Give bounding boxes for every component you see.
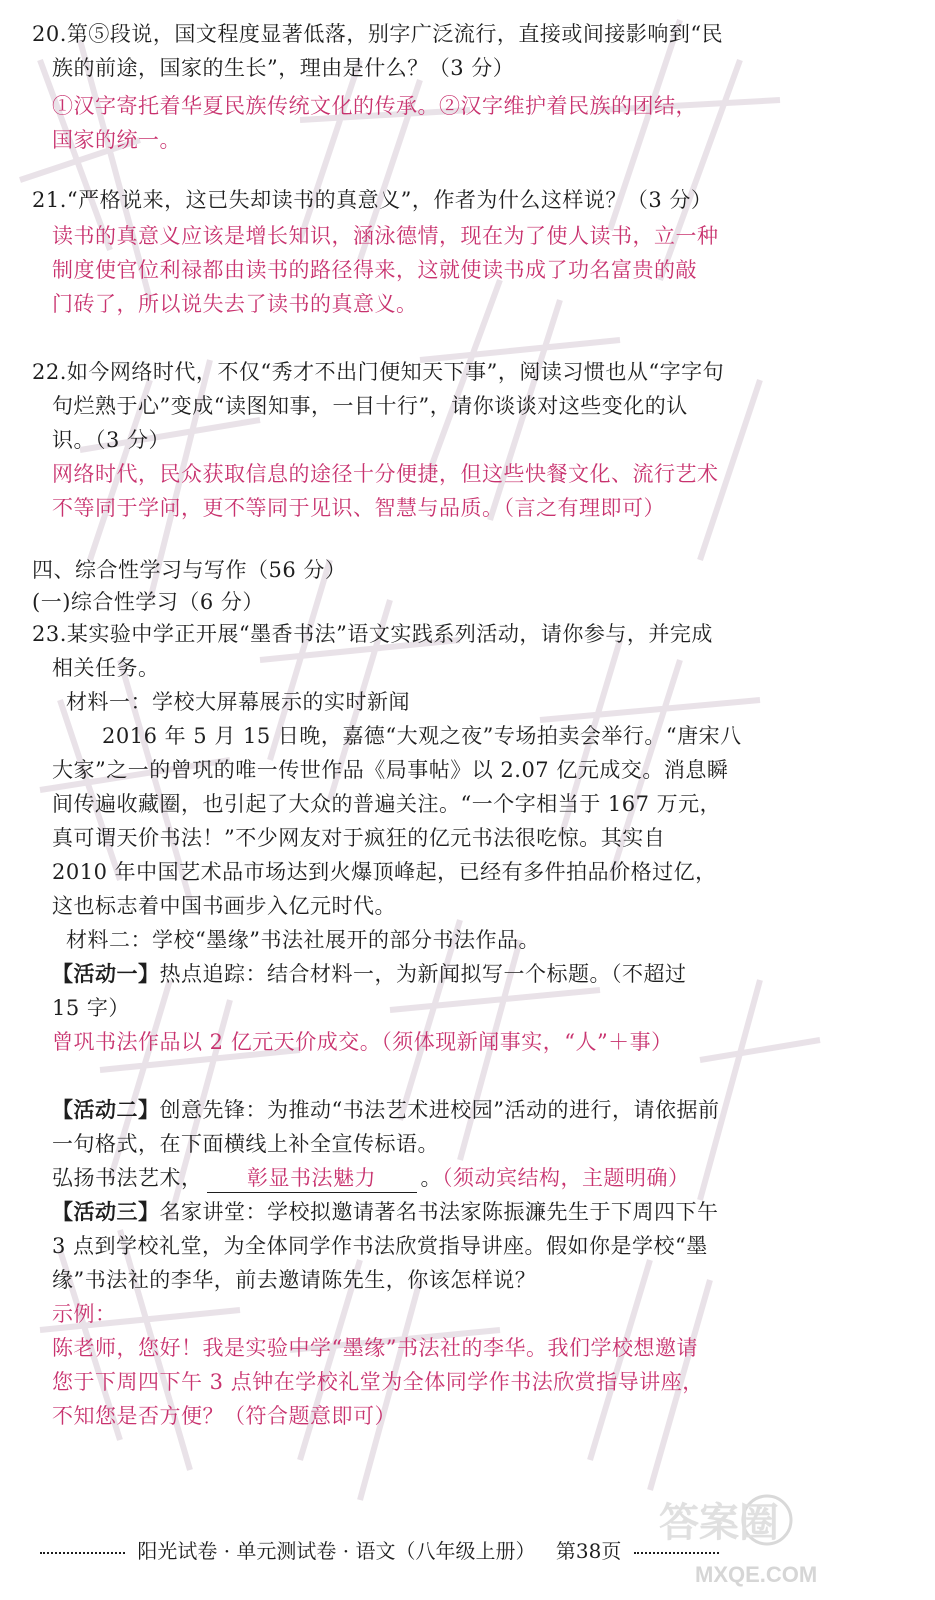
activity3-text: 名家讲堂：学校拟邀请著名书法家陈振濂先生于下周四下午 [159,1200,719,1224]
site-logo [655,1478,818,1588]
activity2-slogan-line [52,1164,885,1193]
q23-question-line1: 23.某实验中学正开展“墨香书法”语文实践系列活动，请你参与，并完成 [32,622,713,646]
q22-question-line3: 识。（3 分） [52,428,171,452]
q20-answer-line1: ①汉字寄托着华夏民族传统文化的传承。②汉字维护着民族的团结， [52,94,697,118]
footer-dots-left [40,1552,125,1554]
slogan-answer: 彰显书法魅力 [247,1166,376,1190]
q20-question-line2: 族的前途，国家的生长”，理由是什么？（3 分） [52,56,515,80]
section4-heading: 四、综合性学习与写作（56 分） [32,558,347,582]
q21-question-line1: 21.“严格说来，这已失却读书的真意义”，作者为什么这样说？（3 分） [32,188,713,212]
activity3-question-line2: 3 点到学校礼堂，为全体同学作书法欣赏指导讲座。假如你是学校“墨 [52,1234,708,1258]
activity3-answer-line1: 陈老师，您好！我是实验中学“墨缘”书法社的李华。我们学校想邀请 [52,1336,698,1360]
material2-title: 材料二：学校“墨缘”书法社展开的部分书法作品。 [66,928,540,952]
q21-answer-line1: 读书的真意义应该是增长知识，涵泳德情，现在为了使人读书，立一种 [52,224,719,248]
activity1-label: 【活动一】 [52,961,160,986]
activity3-answer-line2: 您于下周四下午 3 点钟在学校礼堂为全体同学作书法欣赏指导讲座， [52,1370,704,1394]
activity2-question-line2: 一句格式，在下面横线上补全宣传标语。 [52,1132,439,1156]
material1-title: 材料一：学校大屏幕展示的实时新闻 [66,690,410,714]
activity1-question-line2: 15 字） [52,996,130,1020]
q20-question-line1: 20.第⑤段说，国文程度显著低落，别字广泛流行，直接或间接影响到“民 [32,22,724,46]
q21-answer-line2: 制度使官位利禄都由读书的路径得来，这就使读书成了功名富贵的敲 [52,258,697,282]
activity2-label: 【活动二】 [52,1097,160,1122]
activity3-example-label: 示例： [52,1302,117,1326]
q21-answer-line3: 门砖了，所以说失去了读书的真意义。 [52,292,418,316]
footer-page-number: 第38页 [555,1539,622,1563]
q23-question-line2: 相关任务。 [52,656,160,680]
slogan-prefix: 弘扬书法艺术， [52,1166,203,1190]
logo-url-text: MXQE.COM [695,1562,818,1587]
slogan-period: 。 [420,1166,442,1190]
q22-answer-line2: 不等同于学问，更不等同于见识、智慧与品质。（言之有理即可） [52,496,665,520]
footer-title: 阳光试卷 · 单元测试卷 · 语文（八年级上册） [137,1539,536,1563]
activity3-answer-line3: 不知您是否方便？（符合题意即可） [52,1404,396,1428]
footer-dots-right [634,1552,719,1554]
activity2-text: 创意先锋：为推动“书法艺术进校园”活动的进行，请依据前 [159,1098,720,1122]
logo-main-text: 答案圈 [659,1501,779,1545]
material1-line3: 间传遍收藏圈，也引起了大众的普遍关注。“一个字相当于 167 万元， [52,792,722,816]
activity1-text: 热点追踪：结合材料一，为新闻拟写一个标题。（不超过 [159,962,687,986]
section4-subheading: (一)综合性学习（6 分） [32,590,264,614]
activity3-question-line1 [52,1198,885,1226]
material1-line4: 真可谓天价书法！”不少网友对于疯狂的亿元书法很吃惊。其实自 [52,826,666,850]
material1-line5: 2010 年中国艺术品市场达到火爆顶峰起，已经有多件拍品价格过亿， [52,860,717,884]
q22-question-line1: 22.如今网络时代，不仅“秀才不出门便知天下事”，阅读习惯也从“字字句 [32,360,725,384]
activity2-question-line1 [52,1096,885,1124]
q22-answer-line1: 网络时代，民众获取信息的途径十分便捷，但这些快餐文化、流行艺术 [52,462,719,486]
material1-line6: 这也标志着中国书画步入亿元时代。 [52,894,396,918]
slogan-note: （须动宾结构，主题明确） [442,1166,690,1190]
q22-question-line2: 句烂熟于心”变成“读图知事，一目十行”，请你谈谈对这些变化的认 [52,394,688,418]
slogan-blank [207,1164,417,1193]
q20-answer-line2: 国家的统一。 [52,128,181,152]
activity3-label: 【活动三】 [52,1199,160,1224]
activity3-question-line3: 缘”书法社的李华，前去邀请陈先生，你该怎样说？ [52,1268,537,1292]
material1-line2: 大家”之一的曾巩的唯一传世作品《局事帖》以 2.07 亿元成交。消息瞬 [52,758,729,782]
page-footer [0,1538,833,1564]
activity1-question-line1 [52,960,885,988]
activity1-answer: 曾巩书法作品以 2 亿元天价成交。（须体现新闻事实，“人”＋事） [52,1030,673,1054]
material1-line1: 2016 年 5 月 15 日晚，嘉德“大观之夜”专场拍卖会举行。“唐宋八 [102,724,742,748]
